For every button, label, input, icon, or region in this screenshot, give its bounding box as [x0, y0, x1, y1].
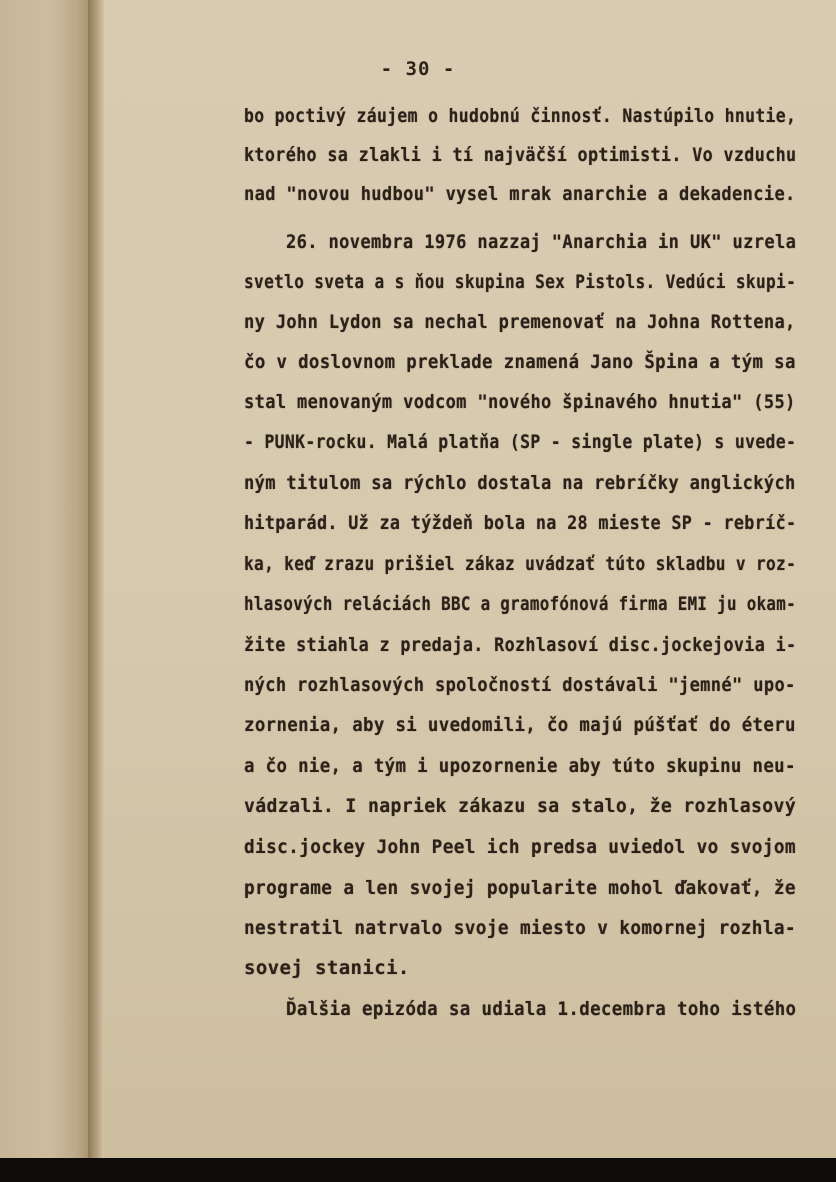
text-line: disc.jockey John Peel ich predsa uviedol vo svojom: [244, 836, 796, 858]
text-line: čo v doslovnom preklade znamená Jano Špina a tým sa: [244, 351, 796, 373]
text-line: - PUNK-rocku. Malá platňa (SP - single plate) s uvede-: [244, 431, 797, 453]
text-line: Ďalšia epizóda sa udiala 1.decembra toho istého: [286, 998, 797, 1020]
text-line: nad "novou hudbou" vysel mrak anarchie a dekadencie.: [244, 183, 796, 205]
text-line: hlasových reláciách BBC a gramofónová firma EMI ju okam-: [244, 593, 797, 615]
text-line: ktorého sa zlakli i tí najväčší optimisti. Vo vzduchu: [244, 144, 797, 166]
text-line: bo poctivý záujem o hudobnú činnosť. Nastúpilo hnutie,: [244, 105, 797, 127]
text-line: ka, keď zrazu prišiel zákaz uvádzať túto skladbu v roz-: [244, 553, 797, 575]
binding-gutter-shadow: [88, 0, 104, 1158]
text-line: svetlo sveta a s ňou skupina Sex Pistols. Vedúci skupi-: [244, 271, 797, 293]
text-line: vádzali. I napriek zákazu sa stalo, že rozhlasový: [244, 795, 797, 817]
text-line: nestratil natrvalo svoje miesto v komornej rozhla-: [244, 917, 796, 939]
text-line: ných rozhlasových spoločností dostávali "jemné" upo-: [244, 674, 796, 696]
text-line: a čo nie, a tým i upozornenie aby túto skupinu neu-: [244, 755, 796, 777]
page-number: - 30 -: [380, 58, 456, 80]
text-line: žite stiahla z predaja. Rozhlasoví disc.jockejovia i-: [244, 634, 797, 656]
typewritten-page: [104, 0, 836, 1158]
text-line: stal menovaným vodcom "nového špinavého hnutia" (55): [244, 391, 796, 413]
scanner-bottom-edge: [0, 1158, 836, 1182]
text-line: zornenia, aby si uvedomili, čo majú púšťať do éteru: [244, 714, 796, 736]
text-line: 26. novembra 1976 nazzaj "Anarchia in UK" uzrela: [286, 231, 797, 253]
text-line: ným titulom sa rýchlo dostala na rebríčky anglických: [244, 472, 796, 494]
text-line: ny John Lydon sa nechal premenovať na Johna Rottena,: [244, 311, 796, 333]
text-line: hitparád. Už za týždeň bola na 28 mieste SP - rebríč-: [244, 512, 797, 534]
text-line: programe a len svojej popularite mohol ďakovať, že: [244, 877, 796, 899]
previous-page-edge: [0, 0, 90, 1158]
text-line: sovej stanici.: [244, 957, 410, 979]
